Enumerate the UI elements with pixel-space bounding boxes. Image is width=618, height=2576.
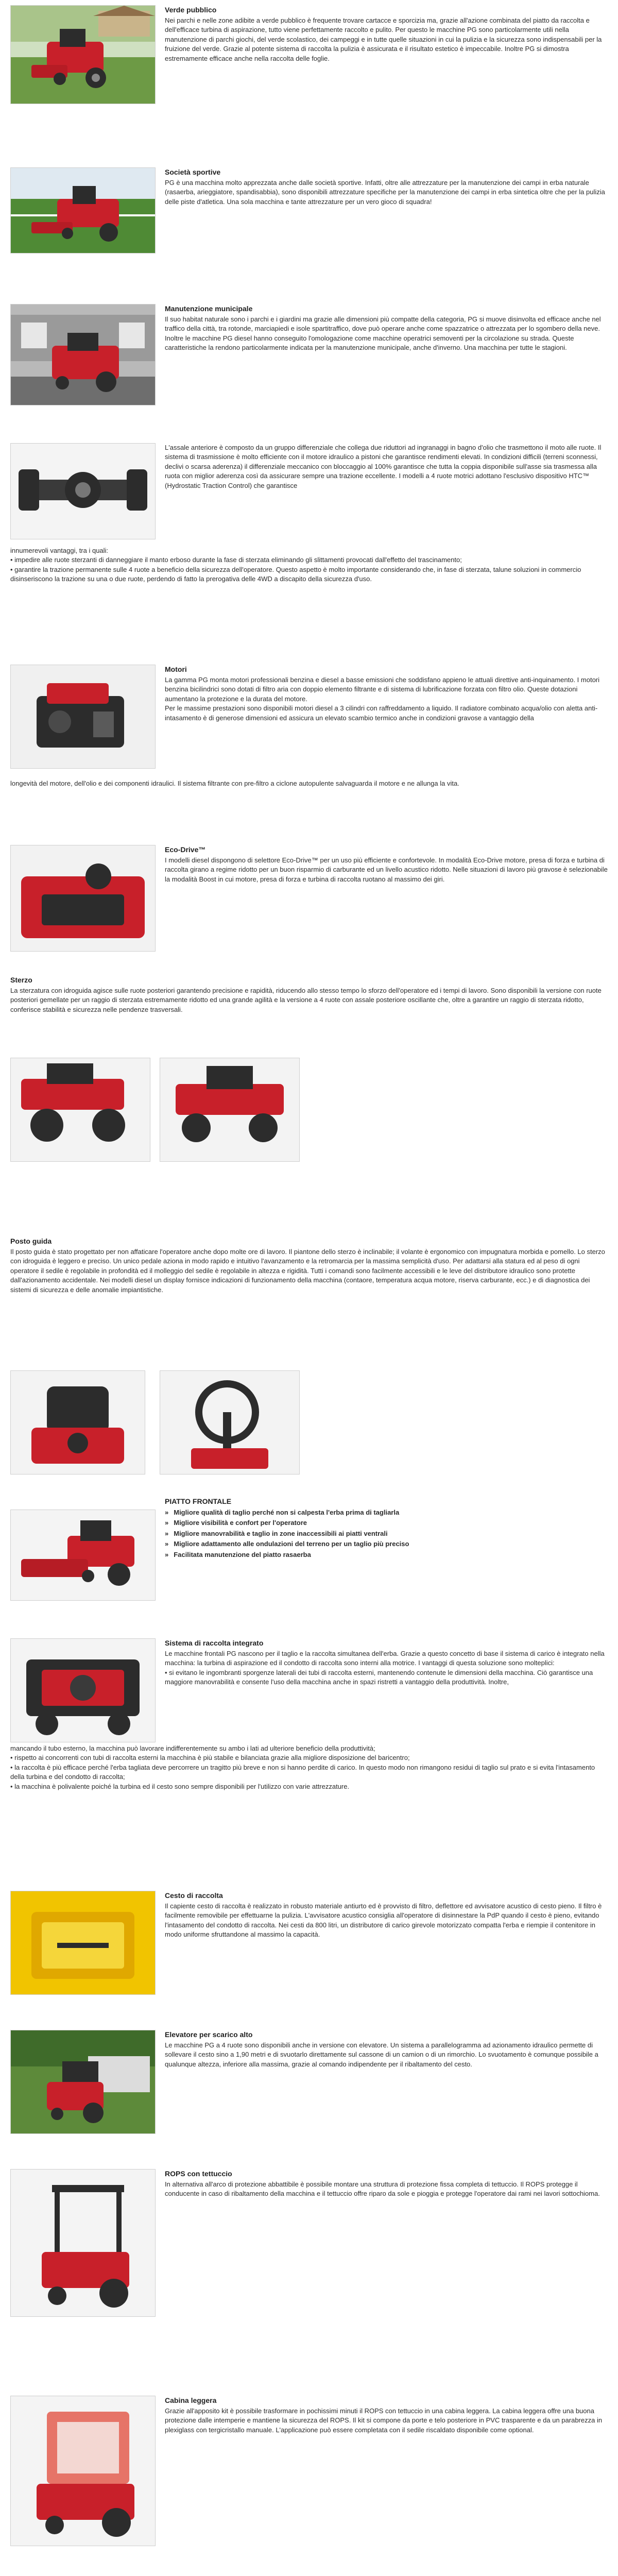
- section-sistema-raccolta: [0, 1638, 618, 1844]
- section-text: [165, 665, 608, 723]
- light-cab-image: [10, 2396, 156, 2546]
- section-title: Sterzo: [10, 976, 32, 984]
- municipal-mower-image: [10, 304, 156, 405]
- section-body: La sterzatura con idroguida agisce sulle ruote posteriori garantendo precisione e rapidità, riducendo allo stesso tempo lo sforzo dell'operatore ed i tempi di lavoro. Sono disponibili la versione con ruote posteriori gemellate per un raggio di sterzata estremamente ridotto ed una grande agilità e la versione a 4 ruote con assale posteriore oscillante che, oltre a garantire un raggio di sterzata ridotto, conferisce stabilità e sicurezza nelle pendenze trasversali.: [10, 986, 602, 1013]
- section-body: Le macchine frontali PG nascono per il taglio e la raccolta simultanea dell'erba. Grazie a questo concetto di base il sistema di carico è integrato nella macchina: la turbina di aspirazione ed il condotto di raccolta sono interni alla motrice. I vantaggi di questa soluzione sono molteplici: • si evitano le ingombranti sporgenze laterali dei tubi di raccolta esterni, mantenendo contenute le dimensioni della macchina. Ciò garantisce una maggiore manovrabilità e consente l'uso della macchina anche in spazi ristretti a vantaggio della produttività. Inoltre,: [165, 1649, 605, 1686]
- section-text: [10, 1236, 608, 1295]
- section-verde-pubblico: [0, 5, 618, 108]
- mower-in-park-image: [10, 5, 156, 104]
- bullet: »: [165, 1508, 169, 1516]
- feature-list: [165, 1508, 608, 1560]
- section-manutenzione-municipale: [0, 304, 618, 407]
- section-text: [165, 845, 608, 884]
- collection-system-image: [10, 1638, 156, 1742]
- section-title: Manutenzione municipale: [165, 304, 253, 313]
- section-eco-drive: [0, 845, 618, 963]
- section-title: Eco-Drive™: [165, 845, 206, 854]
- section-posto-guida-images: [0, 1370, 618, 1479]
- bullet: »: [165, 1529, 169, 1537]
- bullet: »: [165, 1519, 169, 1527]
- section-body: Grazie all'apposito kit è possibile trasformare in pochissimi minuti il ROPS con tettuccio in una cabina leggera. La cabina leggera offre una buona protezione dalle intemperie e mantiene la sicurezza del ROPS. Il kit si compone da porte e telo posteriore in PVC trasparente e da un parabrezza in plexiglass con tergicristallo manuale. L'applicazione può essere completata con il sedile riscaldato disponibile come optional.: [165, 2406, 603, 2434]
- section-cesto-raccolta: [0, 1891, 618, 1994]
- section-posto-guida: [0, 1236, 618, 1350]
- section-body: Il capiente cesto di raccolta è realizzato in robusto materiale antiurto ed è provvisto di filtro, deflettore ed avvisatore acustico di cesto pieno. Il filtro è facilmente removibile per effettuarne la pulizia. L'avvisatore acustico consiglia all'operatore di disinnestare la PdP quando il cesto è pieno, evitando l'intasamento del condotto di raccolta. Nei cesti da 800 litri, un distributore di carico girevole motorizzato compatta l'erba e riempie il contenitore in modo uniforme sfruttandone al massimo la capacità.: [165, 1902, 602, 1939]
- section-text: [165, 1497, 608, 1561]
- section-body: Nei parchi e nelle zone adibite a verde pubblico è frequente trovare cartacce e sporcizia ma, grazie all'azione combinata del piatto da raccolta e dell'efficace turbina di aspirazione, tutto viene perfettamente raccolto e pulito. Per questo le macchine PG sono particolarmente utili nella manutenzione di parchi giochi, del verde scolastico, dei campeggi e in tutte quelle situazioni in cui la pulizia e la sicurezza sono indispensabili per la fruizione del verde. Grazie al potente sistema di raccolta la pulizia è assicurata e il risultato estetico è impeccabile. Inoltre PG si dimostra estremamente efficace anche nella raccolta delle foglie.: [165, 16, 602, 62]
- section-piatto-frontale: [0, 1497, 618, 1600]
- front-deck-mower-image: [10, 1510, 156, 1601]
- high-dump-elevator-image: [10, 2030, 156, 2134]
- section-title: Cesto di raccolta: [165, 1891, 223, 1900]
- section-title: Motori: [165, 665, 187, 673]
- section-assale-anteriore: [0, 443, 618, 659]
- feature-item: » Migliore qualità di taglio perché non si calpesta l'erba prima di tagliarla: [165, 1508, 400, 1516]
- engine-image: [10, 665, 156, 769]
- section-title: Cabina leggera: [165, 2396, 217, 2404]
- rops-roof-image: [10, 2169, 156, 2317]
- section-title: Società sportive: [165, 168, 221, 176]
- section-body: La gamma PG monta motori professionali benzina e diesel a basse emissioni che soddisfano appieno le attuali direttive anti-inquinamento. I motori benzina bicilindrici sono dotati di filtro aria con doppio elemento filtrante e di sistema di lubrificazione forzata con filtro olio. Queste dotazioni aumentano la protezione e la durata del motore. Per le massime prestazioni sono disponibili motori diesel a 3 cilindri con raffreddamento a liquido. Il radiatore combinato acqua/olio con aletta anti-intasamento è di generose dimensioni ed assicura un elevato scambio termico anche in condizioni gravose a vantaggio della: [165, 675, 600, 722]
- section-title: Sistema di raccolta integrato: [165, 1639, 264, 1647]
- section-body: Il posto guida è stato progettato per non affaticare l'operatore anche dopo molte ore di lavoro. Il piantone dello sterzo è inclinabile; il volante è ergonomico con impugnatura morbida e pomello. Lo sterzo con idroguida è leggero e preciso. Un unico pedale aziona in modo rapido e intuitivo l'avanzamento e la retromarcia per la massima semplicità d'uso. Per adattarsi alla statura ed al peso di ogni operatore il sedile è regolabile in profondità ed il molleggio del sedile è regolabile in altezza e rigidità. Tutti i comandi sono facilmente accessibili e le leve del distributore idraulico sono protette dall'azionamento accidentale. Nei modelli diesel un display fornisce indicazioni di funzionamento della macchina (contaore, temperatura acqua motore, riserva carburante, ecc.) e di diagnostica dei sistemi di sicurezza e delle anomalie impiantistiche.: [10, 1247, 605, 1294]
- section-title: Elevatore per scarico alto: [165, 2030, 253, 2039]
- section-text: [10, 975, 608, 1014]
- section-body: I modelli diesel dispongono di selettore Eco-Drive™ per un uso più efficiente e confortevole. In modalità Eco-Drive motore, presa di forza e turbina di raccolta girano a regime ridotto per un buon risparmio di carburante ed un livello acustico ridotto. Nelle situazioni di lavoro più gravose è selezionabile la modalità Boost in cui motore, presa di forza e turbina di raccolta ruotano al massimo dei giri.: [165, 856, 608, 883]
- section-text: [165, 1638, 608, 1687]
- section-rops-tettuccio: [0, 2169, 618, 2318]
- feature-item: » Migliore visibilità e confort per l'operatore: [165, 1519, 307, 1527]
- section-title: Verde pubblico: [165, 6, 217, 14]
- feature-item: » Facilitata manutenzione del piatto rasaerba: [165, 1550, 311, 1558]
- section-text: [165, 2396, 608, 2435]
- section-title: Posto guida: [10, 1237, 52, 1245]
- section-body: PG è una macchina molto apprezzata anche dalle società sportive. Infatti, oltre alle attrezzature per la manutenzione dei campi in erba naturale (rasaerba, arieggiatore, spandisabbia), sono disponibili attrezzature specifiche per la manutenzione dei campi in erba sintetica oltre che per la pulizia delle piste d'atletica. Una sola macchina e tante attrezzature per un vero gioco di squadra!: [165, 178, 605, 206]
- section-title: ROPS con tettuccio: [165, 2170, 232, 2178]
- steering-four-wheels-image: [160, 1058, 300, 1162]
- section-cabina-leggera: [0, 2396, 618, 2545]
- steering-twin-wheels-image: [10, 1058, 150, 1162]
- section-title: PIATTO FRONTALE: [165, 1497, 232, 1505]
- section-text: [165, 2030, 608, 2069]
- front-axle-image: [10, 443, 156, 539]
- steering-wheel-image: [160, 1370, 300, 1475]
- section-motori: [0, 665, 618, 835]
- section-body: Il suo habitat naturale sono i parchi e i giardini ma grazie alle dimensioni più compatte della categoria, PG si muove disinvolta ed efficace anche nel traffico della città, tra rotonde, marciapiedi e isole spartitraffico, dove può operare anche come spazzatrice o attrezzata per lo sgombero della neve. Inoltre le macchine PG diesel hanno conseguito l'omologazione come macchine operatrici semoventi per la circolazione su strada. Queste caratteristiche la rendono particolarmente indicata per la manutenzione municipale, anche d'inverno. Una macchina per tutte le stagioni.: [165, 315, 601, 352]
- section-societa-sportive: [0, 167, 618, 260]
- section-body-continued: longevità del motore, dell'olio e dei componenti idraulici. Il sistema filtrante con pre-filtro a ciclone autopulente salvaguarda il motore e ne allunga la vita.: [10, 779, 459, 787]
- section-elevatore: [0, 2030, 618, 2133]
- collection-basket-image: [10, 1891, 156, 1995]
- bullet: »: [165, 1550, 169, 1558]
- section-text: [165, 304, 608, 353]
- feature-item: » Migliore manovrabilità e taglio in zone inaccessibili ai piatti ventrali: [165, 1529, 388, 1537]
- bullet: »: [165, 1540, 169, 1548]
- section-text: [165, 167, 608, 207]
- section-text: [165, 443, 608, 490]
- mower-sports-field-image: [10, 167, 156, 253]
- section-body-continued: innumerevoli vantaggi, tra i quali: • impedire alle ruote sterzanti di danneggiare il manto erboso durante la fase di sterzata eliminando gli slittamenti provocati dall'effetto del trascinamento; • garantire la trazione permanente sulle 4 ruote a beneficio della sicurezza dell'operatore. Questo aspetto è molto importante considerando che, in fase di sterzata, talune soluzioni in commercio disinseriscono la trazione su una o due ruote, perdendo di fatto la prerogativa delle 4WD a discapito della sicurezza d'uso.: [10, 547, 581, 583]
- section-body: Le macchine PG a 4 ruote sono disponibili anche in versione con elevatore. Un sistema a parallelogramma ad azionamento idraulico permette di sollevare il cesto sino a 1,90 metri e di svuotarlo direttamente sul cassone di un camion o di un rimorchio. Lo svuotamento è comunque possibile a qualunque altezza, inferiore alla massima, grazie al comando indipendente per il ribaltamento del cesto.: [165, 2041, 598, 2068]
- section-body: L'assale anteriore è composto da un gruppo differenziale che collega due riduttori ad ingranaggi in bagno d'olio che trasmettono il moto alle ruote. Il sistema di trasmissione è molto efficiente con il motore idraulico a pistoni che garantisce rendimenti elevati. In condizioni difficili (terreni sconnessi, declivi o scarsa aderenza) il differenziale meccanico con bloccaggio al 100% garantisce che tutta la coppia disponibile sull'asse sia trasmessa alla ruota con miglior aderenza così da assicurare sempre una trazione eccellente. I modelli a 4 ruote motrici adottano l'esclusivo dispositivo HTC™ (Hydrostatic Traction Control) che garantisce: [165, 444, 602, 489]
- section-text: [165, 5, 608, 63]
- section-sterzo: [0, 975, 618, 1145]
- driver-seat-image: [10, 1370, 145, 1475]
- eco-drive-control-image: [10, 845, 156, 952]
- section-body: In alternativa all'arco di protezione abbattibile è possibile montare una struttura di protezione fissa completa di tettuccio. Il ROPS protegge il conducente in caso di ribaltamento della macchina e il tettuccio offre riparo da sole e pioggia e protegge l'operatore dai rami nei lavori sottochioma.: [165, 2180, 600, 2198]
- section-body-continued: mancando il tubo esterno, la macchina può lavorare indifferentemente su ambo i lati ad ulteriore beneficio della produttività; • rispetto ai concorrenti con tubi di raccolta esterni la macchina è più stabile e bilanciata grazie alla migliore disposizione del baricentro; • la raccolta è più efficace perché l'erba tagliata deve percorrere un tragitto più breve e non si hanno perdite di carico. In questo modo non rimangono residui di taglio sul prato e si evita l'intasamento della turbina e del condotto di raccolta; • la macchina è polivalente poiché la turbina ed il cesto sono sempre disponibili per l'utilizzo con varie attrezzature.: [10, 1744, 595, 1790]
- feature-item: » Migliore adattamento alle ondulazioni del terreno per un taglio più preciso: [165, 1540, 409, 1548]
- section-text: [165, 2169, 608, 2199]
- section-text: [165, 1891, 608, 1940]
